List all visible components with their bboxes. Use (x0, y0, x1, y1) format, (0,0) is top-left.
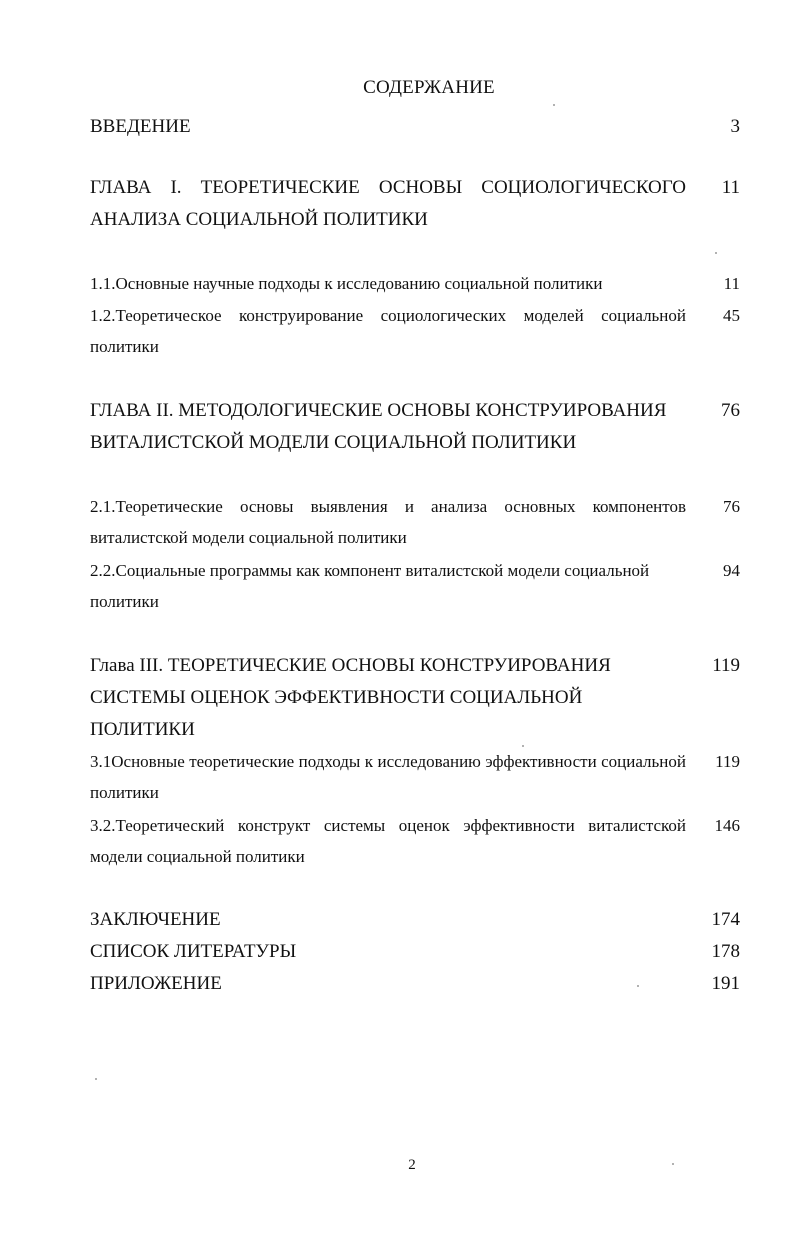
scan-speck (672, 1163, 674, 1165)
toc-entry-page: 11 (721, 177, 740, 198)
scan-speck (522, 745, 524, 747)
toc-entry-section-1-2 (90, 300, 740, 362)
toc-entry-section-1-1 (90, 268, 740, 299)
toc-entry-text: ГЛАВА II. МЕТОДОЛОГИЧЕСКИЕ ОСНОВЫ КОНСТРУИРОВАНИЯ ВИТАЛИСТСКОЙ МОДЕЛИ СОЦИАЛЬНОЙ ПОЛИТИКИ (90, 400, 667, 453)
toc-entry-page: 76 (721, 400, 740, 421)
scan-speck (637, 985, 639, 987)
toc-entry-page: 3 (730, 116, 740, 137)
toc-entry-chapter-1 (90, 172, 740, 236)
toc-entry-text: ЗАКЛЮЧЕНИЕ (90, 909, 221, 930)
toc-entry-text: СПИСОК ЛИТЕРАТУРЫ (90, 941, 297, 962)
toc-entry-section-2-2 (90, 555, 740, 617)
toc-entry-text: Глава III. ТЕОРЕТИЧЕСКИЕ ОСНОВЫ КОНСТРУИРОВАНИЯ СИСТЕМЫ ОЦЕНОК ЭФФЕКТИВНОСТИ СОЦИАЛЬНОЙ ПОЛИТИКИ (90, 655, 611, 740)
toc-entry-text: 1.2.Теоретическое конструирование социологических моделей социальной политики (90, 306, 686, 356)
toc-entry-chapter-3 (90, 650, 740, 746)
toc-entry-page: 191 (711, 973, 740, 994)
toc-title: СОДЕРЖАНИЕ (363, 77, 495, 98)
toc-entry-page: 11 (723, 274, 740, 293)
toc-entry-chapter-2 (90, 395, 740, 459)
toc-entry-introduction (90, 111, 740, 143)
toc-entry-text: ВВЕДЕНИЕ (90, 116, 191, 137)
toc-entry-text: 1.1.Основные научные подходы к исследованию социальной политики (90, 274, 603, 293)
toc-entry-text: 3.2.Теоретический конструкт системы оценок эффективности виталистской модели социальной политики (90, 816, 686, 866)
toc-entry-text: ПРИЛОЖЕНИЕ (90, 973, 222, 994)
toc-entry-section-2-1 (90, 491, 740, 553)
toc-entry-bibliography (90, 936, 740, 968)
toc-entry-page: 76 (723, 497, 740, 516)
toc-entry-section-3-1 (90, 746, 740, 808)
toc-entry-page: 94 (723, 561, 740, 580)
scan-speck (553, 104, 555, 106)
toc-entry-page: 178 (711, 941, 740, 962)
toc-entry-text: 3.1Основные теоретические подходы к исследованию эффективности социальной политики (90, 752, 686, 802)
toc-entry-text: 2.1.Теоретические основы выявления и анализа основных компонентов виталистской модели социальной политики (90, 497, 686, 547)
toc-entry-page: 45 (723, 306, 740, 325)
toc-entry-section-3-2 (90, 810, 740, 872)
toc-entry-appendix (90, 968, 740, 1000)
toc-entry-page: 119 (712, 655, 740, 676)
scan-speck (715, 252, 717, 254)
toc-entry-text: ГЛАВА I. ТЕОРЕТИЧЕСКИЕ ОСНОВЫ СОЦИОЛОГИЧЕСКОГО АНАЛИЗА СОЦИАЛЬНОЙ ПОЛИТИКИ (90, 177, 686, 230)
toc-entry-page: 119 (715, 752, 740, 771)
page-number: 2 (408, 1157, 416, 1173)
toc-entry-page: 146 (714, 816, 740, 835)
toc-entry-page: 174 (711, 909, 740, 930)
toc-entry-text: 2.2.Социальные программы как компонент виталистской модели социальной политики (90, 561, 650, 611)
scan-speck (95, 1078, 97, 1080)
toc-entry-conclusion (90, 904, 740, 936)
